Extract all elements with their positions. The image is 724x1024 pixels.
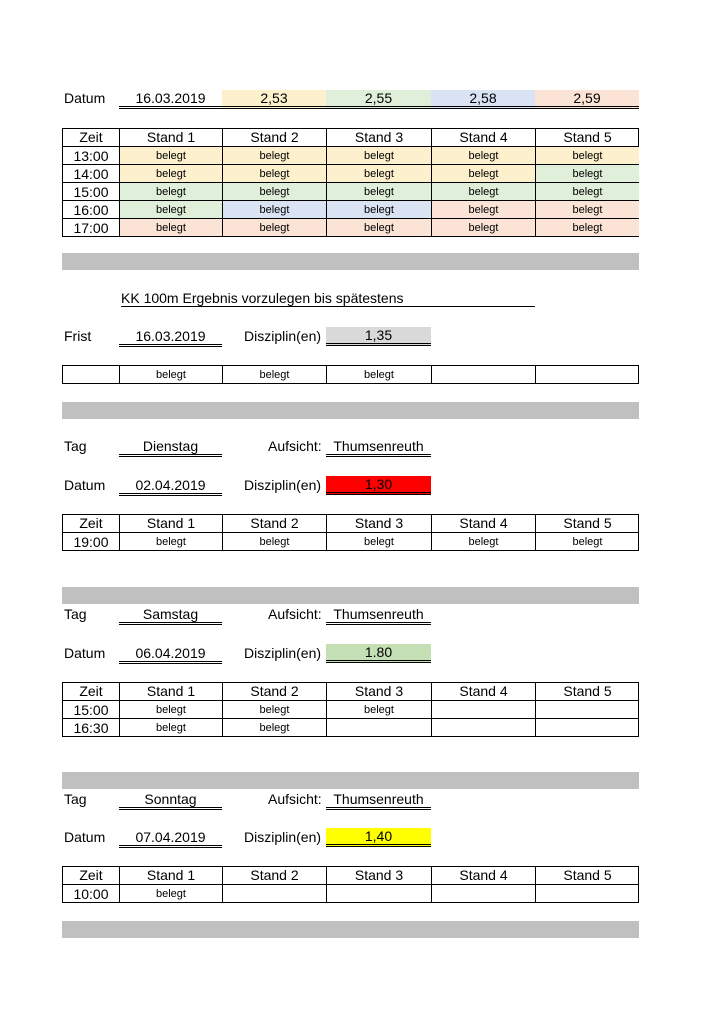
time-cell: 15:00	[62, 182, 119, 200]
datum-value: 16.03.2019	[119, 90, 222, 109]
stand-cell: belegt	[222, 365, 326, 383]
deadline-heading: KK 100m Ergebnis vorzulegen bis spätestens	[121, 290, 535, 307]
tag-label: Tag	[64, 606, 87, 622]
discipline-value-3: 2,58	[431, 90, 535, 109]
disziplin-value: 1,40	[326, 828, 431, 847]
stand-cell: belegt	[431, 146, 535, 164]
datum-label: Datum	[64, 645, 106, 661]
stand-cell: belegt	[119, 884, 222, 902]
header-stand-3: Stand 3	[326, 514, 431, 532]
datum-value: 02.04.2019	[119, 477, 222, 496]
aufsicht-value: Thumsenreuth	[326, 606, 431, 625]
stand-cell: belegt	[222, 700, 326, 718]
disziplin-value: 1.80	[326, 644, 431, 663]
header-stand-4: Stand 4	[431, 128, 535, 146]
stand-cell: belegt	[326, 200, 431, 218]
stand-cell: belegt	[222, 218, 326, 236]
tag-value: Sonntag	[119, 791, 222, 810]
stand-cell: belegt	[535, 218, 639, 236]
header-stand-5: Stand 5	[535, 514, 639, 532]
aufsicht-value: Thumsenreuth	[326, 791, 431, 810]
header-stand-4: Stand 4	[431, 866, 535, 884]
header-zeit: Zeit	[62, 682, 119, 700]
stand-cell: belegt	[431, 164, 535, 182]
header-stand-3: Stand 3	[326, 682, 431, 700]
time-cell: 14:00	[62, 164, 119, 182]
stand-cell: belegt	[222, 164, 326, 182]
tag-label: Tag	[64, 791, 87, 807]
header-stand-2: Stand 2	[222, 866, 326, 884]
stand-cell: belegt	[535, 146, 639, 164]
stand-cell	[535, 365, 639, 383]
stand-cell: belegt	[222, 718, 326, 736]
stand-cell: belegt	[119, 146, 222, 164]
frist-value: 16.03.2019	[119, 328, 222, 347]
stand-cell: belegt	[431, 218, 535, 236]
frist-label: Frist	[64, 328, 92, 344]
separator-bar	[62, 253, 639, 270]
stand-cell	[535, 718, 639, 736]
stand-cell	[326, 884, 431, 902]
stand-cell	[222, 884, 326, 902]
time-cell: 17:00	[62, 218, 119, 236]
stand-cell: belegt	[119, 700, 222, 718]
time-cell: 10:00	[62, 884, 119, 902]
time-cell: 16:00	[62, 200, 119, 218]
stand-cell: belegt	[326, 146, 431, 164]
stand-cell	[431, 365, 535, 383]
header-zeit: Zeit	[62, 514, 119, 532]
stand-cell: belegt	[326, 218, 431, 236]
header-stand-2: Stand 2	[222, 682, 326, 700]
stand-cell: belegt	[119, 218, 222, 236]
disziplin-value: 1,35	[326, 327, 431, 346]
stand-cell: belegt	[535, 200, 639, 218]
disziplin-label: Disziplin(en)	[244, 645, 322, 661]
stand-cell: belegt	[326, 532, 431, 550]
stand-cell	[326, 718, 431, 736]
disziplin-label: Disziplin(en)	[244, 477, 322, 493]
aufsicht-label: Aufsicht:	[268, 606, 322, 622]
header-stand-4: Stand 4	[431, 514, 535, 532]
datum-label: Datum	[64, 90, 106, 106]
stand-cell	[431, 718, 535, 736]
header-zeit: Zeit	[62, 866, 119, 884]
stand-cell	[535, 700, 639, 718]
header-stand-1: Stand 1	[119, 128, 222, 146]
time-cell: 19:00	[62, 532, 119, 550]
aufsicht-label: Aufsicht:	[268, 791, 322, 807]
datum-value: 06.04.2019	[119, 645, 222, 664]
stand-cell: belegt	[326, 182, 431, 200]
header-zeit: Zeit	[62, 128, 119, 146]
header-stand-1: Stand 1	[119, 514, 222, 532]
stand-cell: belegt	[431, 532, 535, 550]
separator-bar	[62, 402, 639, 419]
datum-label: Datum	[64, 477, 106, 493]
header-stand-1: Stand 1	[119, 682, 222, 700]
stand-cell	[535, 884, 639, 902]
datum-label: Datum	[64, 829, 106, 845]
discipline-value-2: 2,55	[326, 90, 431, 109]
header-stand-2: Stand 2	[222, 514, 326, 532]
stand-cell: belegt	[326, 164, 431, 182]
tag-value: Dienstag	[119, 438, 222, 457]
header-stand-5: Stand 5	[535, 128, 639, 146]
disziplin-label: Disziplin(en)	[244, 829, 322, 845]
stand-cell	[431, 884, 535, 902]
header-stand-5: Stand 5	[535, 866, 639, 884]
header-stand-3: Stand 3	[326, 128, 431, 146]
discipline-value-1: 2,53	[222, 90, 326, 109]
aufsicht-value: Thumsenreuth	[326, 438, 431, 457]
stand-cell: belegt	[535, 182, 639, 200]
disziplin-value: 1,30	[326, 476, 431, 495]
stand-cell: belegt	[119, 365, 222, 383]
separator-bar	[62, 587, 639, 604]
header-stand-1: Stand 1	[119, 866, 222, 884]
stand-cell: belegt	[431, 182, 535, 200]
header-stand-3: Stand 3	[326, 866, 431, 884]
aufsicht-label: Aufsicht:	[268, 438, 322, 454]
stand-cell: belegt	[535, 164, 639, 182]
discipline-value-4: 2,59	[535, 90, 639, 109]
stand-cell: belegt	[119, 200, 222, 218]
stand-cell: belegt	[119, 182, 222, 200]
stand-cell: belegt	[431, 200, 535, 218]
stand-cell: belegt	[326, 700, 431, 718]
tag-value: Samstag	[119, 606, 222, 625]
stand-cell: belegt	[119, 532, 222, 550]
stand-cell: belegt	[119, 718, 222, 736]
stand-cell: belegt	[119, 164, 222, 182]
stand-cell: belegt	[222, 532, 326, 550]
disziplin-label: Disziplin(en)	[244, 328, 322, 344]
stand-cell: belegt	[222, 146, 326, 164]
separator-bar	[62, 772, 639, 789]
stand-cell	[431, 700, 535, 718]
time-cell	[62, 365, 119, 383]
stand-cell: belegt	[222, 182, 326, 200]
time-cell: 15:00	[62, 700, 119, 718]
stand-cell: belegt	[222, 200, 326, 218]
header-stand-5: Stand 5	[535, 682, 639, 700]
header-stand-4: Stand 4	[431, 682, 535, 700]
time-cell: 16:30	[62, 718, 119, 736]
tag-label: Tag	[64, 438, 87, 454]
stand-cell: belegt	[326, 365, 431, 383]
datum-value: 07.04.2019	[119, 829, 222, 848]
separator-bar	[62, 921, 639, 938]
time-cell: 13:00	[62, 146, 119, 164]
header-stand-2: Stand 2	[222, 128, 326, 146]
stand-cell: belegt	[535, 532, 639, 550]
